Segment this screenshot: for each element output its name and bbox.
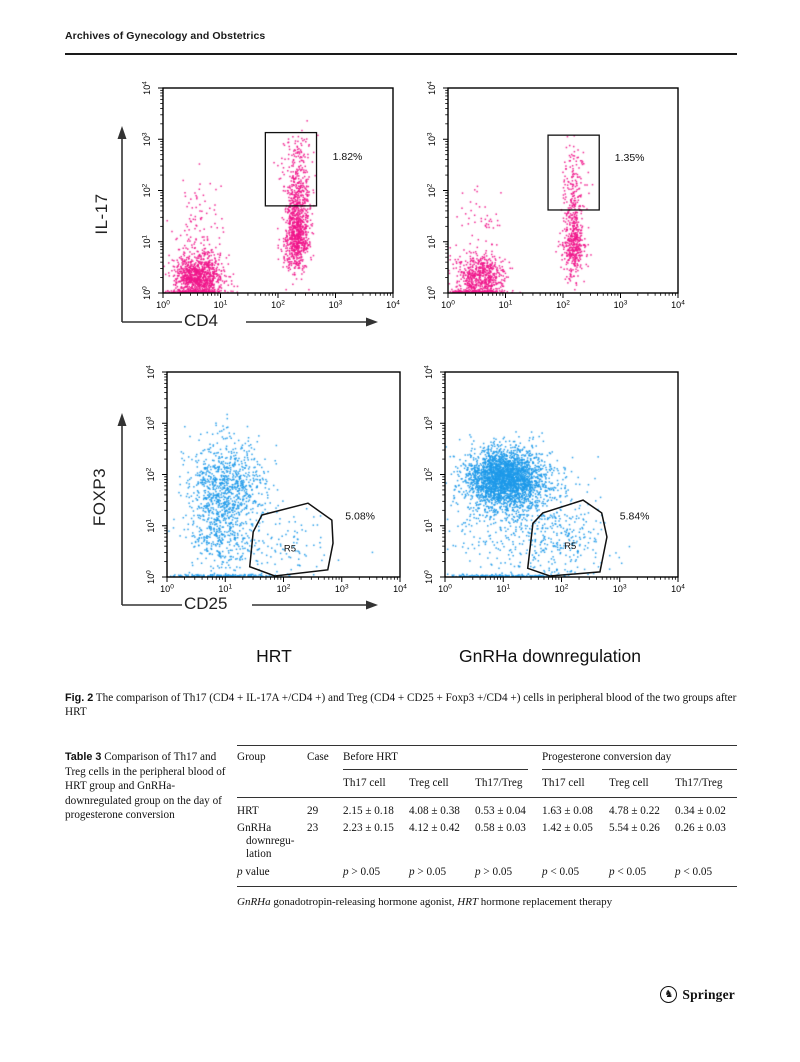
svg-text:102: $10^2$ (556, 299, 570, 310)
svg-text:1.82%: 1.82% (332, 150, 363, 163)
table-bottom-rule (237, 886, 737, 887)
pvalue-cell: p < 0.05 (609, 866, 647, 878)
col-header-case: Case (307, 751, 329, 763)
footnote-text: hormone replacement therapy (478, 896, 613, 908)
value-cell: 1.63 ± 0.08 (542, 805, 593, 817)
svg-text:103: $10^3$ (145, 416, 156, 431)
table-header-row-2 (237, 770, 737, 797)
value-cell: 0.58 ± 0.03 (475, 822, 526, 834)
figure-caption-label: Fig. 2 (65, 692, 94, 704)
footnote-abbr-hrt: HRT (457, 896, 479, 908)
svg-text:104: $10^4$ (386, 299, 400, 310)
svg-text:102: $10^2$ (554, 583, 569, 594)
svg-text:100: $10^0$ (160, 583, 174, 594)
value-cell: 0.34 ± 0.02 (675, 805, 726, 817)
col-group-before-hrt-label: Before HRT (343, 751, 528, 770)
figure-caption-text: The comparison of Th17 (CD4 + IL-17A +/CD4 +) and Treg (CD4 + CD25 + Foxp3 +/CD4 +) cells in peripheral blood of the two groups after HRT (65, 692, 737, 718)
pvalue-cell: p > 0.05 (409, 866, 447, 878)
table-footnote (237, 896, 737, 909)
x-axis-label-cd4: CD4 (184, 311, 219, 330)
row-label: HRT (237, 805, 259, 817)
axis-arrow-lines (122, 139, 366, 605)
svg-text:101: $10^1$ (218, 583, 233, 594)
svg-text:103: $10^3$ (613, 299, 628, 310)
svg-text:102: $10^2$ (423, 467, 434, 482)
svg-text:103: $10^3$ (426, 132, 437, 147)
svg-text:101: $10^1$ (213, 299, 228, 310)
cd4-axis-arrowhead-icon (366, 318, 378, 327)
svg-text:104: $10^4$ (671, 299, 685, 310)
svg-text:103: $10^3$ (328, 299, 343, 310)
svg-text:103: $10^3$ (423, 416, 434, 431)
value-cell: 2.23 ± 0.15 (343, 822, 394, 834)
svg-text:102: $10^2$ (271, 299, 285, 310)
axis-arrows-overlay (90, 60, 740, 680)
figure-caption (65, 691, 741, 719)
data-table (237, 745, 737, 909)
table-row-pvalue (237, 861, 737, 886)
col-header-th17-after: Th17 cell (542, 777, 585, 789)
svg-text:5.84%: 5.84% (619, 510, 650, 523)
foxp3-axis-arrowhead-icon (118, 413, 127, 426)
publisher-footer (660, 986, 735, 1003)
case-count: 29 (307, 805, 319, 817)
svg-text:104: $10^4$ (426, 81, 437, 95)
svg-text:100: $10^0$ (145, 570, 156, 584)
footnote-abbr-gnrha: GnRHa (237, 896, 271, 908)
svg-text:101: $10^1$ (423, 518, 434, 533)
svg-text:R5: R5 (283, 543, 296, 555)
svg-text:102: $10^2$ (276, 583, 291, 594)
svg-text:1.35%: 1.35% (614, 151, 645, 164)
pvalue-cell: p > 0.05 (475, 866, 513, 878)
svg-text:R5: R5 (564, 540, 577, 552)
svg-text:100: $10^0$ (438, 583, 452, 594)
column-label-hrt: HRT (256, 646, 292, 666)
footnote-text: gonadotropin-releasing hormone agonist, (270, 896, 458, 908)
svg-text:101: $10^1$ (496, 583, 511, 594)
col-header-ratio-before: Th17/Treg (475, 777, 523, 789)
axis-arrowheads (118, 126, 379, 610)
svg-text:101: $10^1$ (141, 234, 152, 249)
empty-header-cell (237, 777, 307, 790)
value-cell: 0.53 ± 0.04 (475, 805, 526, 817)
table-caption-label: Table 3 (65, 751, 102, 763)
table-caption (65, 750, 232, 823)
empty-header-cell (307, 777, 343, 790)
svg-text:100: $10^0$ (423, 570, 434, 584)
y-axis-label-il17: IL-17 (92, 193, 111, 235)
svg-text:101: $10^1$ (426, 234, 437, 249)
pvalue-cell: p > 0.05 (343, 866, 381, 878)
il17-axis-arrowhead-icon (118, 126, 127, 139)
header-divider (65, 53, 737, 55)
row-label-line: GnRHa (237, 822, 272, 834)
case-count (307, 866, 343, 879)
value-cell: 4.12 ± 0.42 (409, 822, 460, 834)
pvalue-cell: p < 0.05 (542, 866, 580, 878)
svg-text:104: $10^4$ (145, 365, 156, 379)
table-caption-text: Comparison of Th17 and Treg cells in the peripheral blood of HRT group and GnRHa-downregulated group on the day of progesterone conversion (65, 751, 226, 822)
table-header-row-1 (237, 746, 737, 770)
row-label-line: downregu- (246, 835, 295, 847)
pvalue-cell: p < 0.05 (675, 866, 713, 878)
value-cell: 5.54 ± 0.26 (609, 822, 660, 834)
value-cell: 0.26 ± 0.03 (675, 822, 726, 834)
journal-title: Archives of Gynecology and Obstetrics (65, 30, 266, 42)
springer-horse-icon: ♞ (660, 986, 677, 1003)
svg-text:102: $10^2$ (426, 183, 437, 198)
col-group-progesterone-day-label: Progesterone conversion day (542, 751, 737, 770)
col-group-before-hrt (343, 751, 542, 770)
cd25-axis-arrowhead-icon (366, 601, 378, 610)
col-header-th17-before: Th17 cell (343, 777, 386, 789)
svg-text:101: $10^1$ (145, 518, 156, 533)
row-label-line: lation (246, 848, 272, 860)
col-header-treg-after: Treg cell (609, 777, 649, 789)
publisher-name: Springer (682, 986, 735, 1002)
svg-text:103: $10^3$ (141, 132, 152, 147)
y-axis-label-foxp3: FOXP3 (90, 467, 109, 527)
svg-text:104: $10^4$ (141, 81, 152, 95)
svg-text:104: $10^4$ (393, 583, 407, 594)
column-label-gnrha: GnRHa downregulation (459, 646, 641, 666)
svg-text:100: $10^0$ (426, 286, 437, 300)
value-cell: 1.42 ± 0.05 (542, 822, 593, 834)
svg-text:5.08%: 5.08% (345, 510, 376, 523)
x-axis-label-cd25: CD25 (184, 594, 228, 613)
svg-text:102: $10^2$ (145, 467, 156, 482)
row-label (237, 822, 307, 861)
col-header-treg-before: Treg cell (409, 777, 449, 789)
svg-text:100: $10^0$ (156, 299, 170, 310)
svg-text:103: $10^3$ (334, 583, 349, 594)
value-cell: 4.08 ± 0.38 (409, 805, 460, 817)
svg-text:100: $10^0$ (141, 286, 152, 300)
svg-text:104: $10^4$ (423, 365, 434, 379)
table-row-hrt (237, 798, 737, 818)
col-group-progesterone-day (542, 751, 737, 770)
col-header-group: Group (237, 751, 266, 763)
svg-text:104: $10^4$ (671, 583, 685, 594)
table-row-gnrha (237, 818, 737, 861)
svg-text:103: $10^3$ (612, 583, 627, 594)
svg-text:101: $10^1$ (498, 299, 513, 310)
svg-text:102: $10^2$ (141, 183, 152, 198)
case-count: 23 (307, 822, 319, 834)
row-label: p value (237, 866, 270, 878)
svg-text:100: $10^0$ (441, 299, 455, 310)
value-cell: 4.78 ± 0.22 (609, 805, 660, 817)
value-cell: 2.15 ± 0.18 (343, 805, 394, 817)
col-header-ratio-after: Th17/Treg (675, 777, 723, 789)
